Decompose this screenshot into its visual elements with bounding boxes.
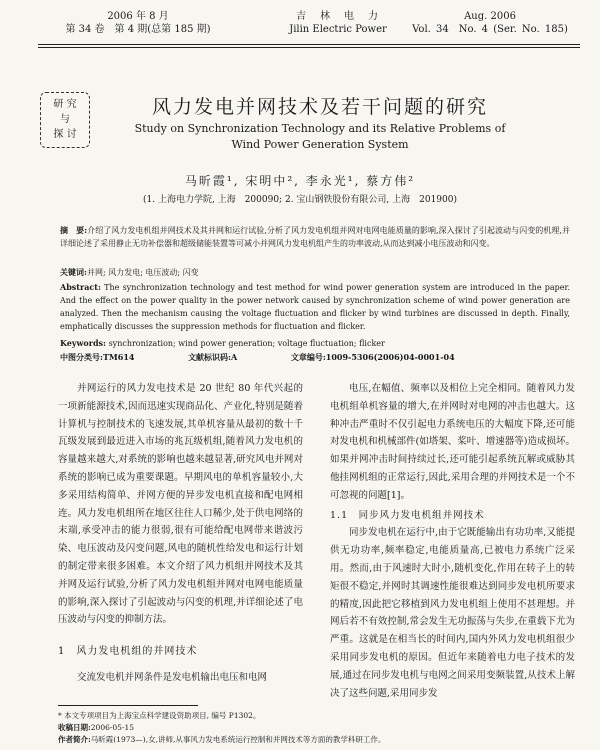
header-volume-en: Vol. 34 No. 4 (Ser. No. 185)	[412, 24, 568, 35]
clc-label: 中图分类号:	[60, 352, 103, 362]
doc-code-label: 文献标识码:	[188, 352, 232, 362]
header-rule-thick	[38, 44, 580, 45]
keywords-cn-label: 关键词:	[60, 267, 87, 277]
received-label: 收稿日期:	[58, 723, 91, 732]
footnote-rule	[58, 705, 198, 706]
paper-title-en-line-1: Study on Synchronization Technology and its Relative Problems of	[134, 122, 506, 135]
journal-name-en: Jilin Electric Power	[289, 24, 387, 35]
section-1-1-heading: 1.1 同步风力发电机组并网技术	[330, 509, 485, 521]
header-right	[400, 10, 580, 36]
abstract-en	[60, 281, 570, 333]
keywords-en	[60, 337, 570, 350]
author-bio-label: 作者简介:	[58, 735, 91, 744]
paper-title-en-line-2: Wind Power Generation System	[231, 138, 409, 151]
keywords-en-label: Keywords:	[60, 338, 107, 348]
classification-line	[60, 351, 570, 364]
author-affiliation: (1. 上海电力学院, 上海 200090; 2. 宝山钢铁股份有限公司, 上海 201900)	[143, 195, 457, 205]
paper-title-cn: 风力发电并网技术及若干问题的研究	[151, 96, 488, 118]
header-left	[38, 10, 238, 36]
footnote-received	[58, 722, 578, 733]
abstract-cn	[60, 224, 570, 250]
article-number-label: 文章编号:	[290, 352, 326, 362]
abstract-cn-label: 摘 要:	[60, 225, 88, 235]
intro-paragraph: 并网运行的风力发电技术是 20 世纪 80 年代兴起的一项新能源技术,因而迅速实现商品化、产业化,特别是随着计算机与控制技术的飞速发展,其单机容量从最初的数十千瓦级发展到最近进入市场的兆瓦级机组,随着风力发电机的容量越来越大,对系统的影响也越来越显著,研究风电并网对系统的影响已成为重要课题。早期风电的单机容量较小,大多采用结构简单、并网方便的异步发电机直接和配电网相连。风力发电机组所在地区往往人口稀少,处于供电网络的末端,承受冲击的能力很弱,很有可能给配电网带来谐波污染、电压波动及闪变问题,风电的随机性给发电和运行计划的制定带来很多困难。本文介绍了风力机组并网技术及其并网及运行试验,分析了风力发电机组并网对电网电能质量的影响,深入探讨了引起波动与闪变的机理,并详细论述了电压波动与闪变的抑制方法。	[58, 383, 303, 626]
header-volume-cn: 第 34 卷 第 4 期(总第 185 期)	[65, 24, 211, 35]
badge-line-3: 探 讨	[53, 129, 77, 140]
article-number-value: 1009-5306(2006)04-0001-04	[325, 352, 455, 362]
author-list: 马昕霞¹, 宋明中², 李永光¹, 蔡方伟²	[184, 174, 416, 188]
badge-line-2: 与	[60, 114, 70, 125]
abstract-cn-text: 介绍了风力发电机组并网技术及其并网和运行试验,分析了风力发电机组并网对电网电能质量的影响,深入探讨了引起波动与闪变的机理,并详细论述了采用静止无功补偿器和超级储能装置等可减小并网风力发电机组产生的功率波动,从而达到减小电压波动和闪变。	[60, 226, 571, 248]
received-date: 2006-05-15	[90, 723, 135, 732]
section-1-1-paragraph: 同步发电机在运行中,由于它既能输出有功功率,又能提供无功功率,频率稳定,电能质量高,已被电力系统广泛采用。然而,由于风速时大时小,随机变化,作用在转子上的转矩很不稳定,并网时其调速性能很难达到同步发电机所要求的精度,因此把它移植到风力发电机组上使用不甚理想。并网后若不有效控制,常会发生无功振荡与失步,在重载下尤为严重。这就是在相当长的时间内,国内外风力发电机组很少采用同步发电机的原因。但近年来随着电力电子技术的发展,通过在同步发电机与电网之间采用变频装置,从技术上解决了这些问题,采用同步发	[330, 527, 575, 699]
right-column	[330, 380, 575, 702]
keywords-en-text: synchronization; wind power generation; voltage fluctuation; flicker	[108, 339, 385, 348]
header-center	[253, 10, 423, 36]
badge-line-1: 研 究	[53, 99, 77, 110]
header-rule-thin	[38, 47, 580, 48]
section-1-heading: 1 风力发电机组的并网技术	[58, 646, 198, 658]
section-badge	[40, 92, 90, 148]
header-date-en: Aug. 2006	[464, 11, 516, 22]
footnote-author	[58, 734, 578, 745]
running-header	[38, 10, 580, 48]
clc-value: TM614	[102, 352, 135, 362]
abstract-en-text: The synchronization technology and test method for wind power generation system are introduced in the paper. And the effect on the power quality in the power network caused by synchronization scheme of wind power generation are analyzed. Then the mechanism causing the voltage fluctuation and flicker by wind turbines are discussed in depth. Finally, emphatically discusses the suppression methods for fluctuation and flicker.	[60, 283, 570, 331]
abstract-en-label: Abstract:	[60, 282, 101, 292]
keywords-cn	[60, 266, 570, 279]
doc-code-value: A	[231, 352, 238, 362]
header-date: 2006 年 8 月	[107, 11, 169, 22]
author-bio: 马昕霞(1973—),女,讲师,从事风力发电系统运行控制和并网技术等方面的教学科研工作。	[90, 735, 386, 744]
footnote-fund: * 本文专项项目为上海宝点科学建设资助项目, 编号 P1302。	[58, 711, 261, 720]
section-1-paragraph: 交流发电机并网条件是发电机输出电压和电网	[77, 671, 268, 683]
left-column	[58, 380, 303, 687]
keywords-cn-text: 并网; 风力发电; 电压波动; 闪变	[86, 268, 199, 277]
journal-name-cn: 吉 林 电 力	[296, 11, 380, 22]
paper-title-en	[100, 121, 540, 153]
section-1-continuation: 电压,在幅值、频率以及相位上完全相同。随着风力发电机组单机容量的增大,在并网时对电网的冲击也越大。这种冲击严重时不仅引起电力系统电压的大幅度下降,还可能对发电机和机械部件(如塔架、桨叶、增速器等)造成损坏。如果并网冲击时间持续过长,还可能引起系统瓦解或威胁其他挂网机组的正常运行,因此,采用合理的并网技术是一个不可忽视的问题[1]。	[330, 383, 575, 501]
